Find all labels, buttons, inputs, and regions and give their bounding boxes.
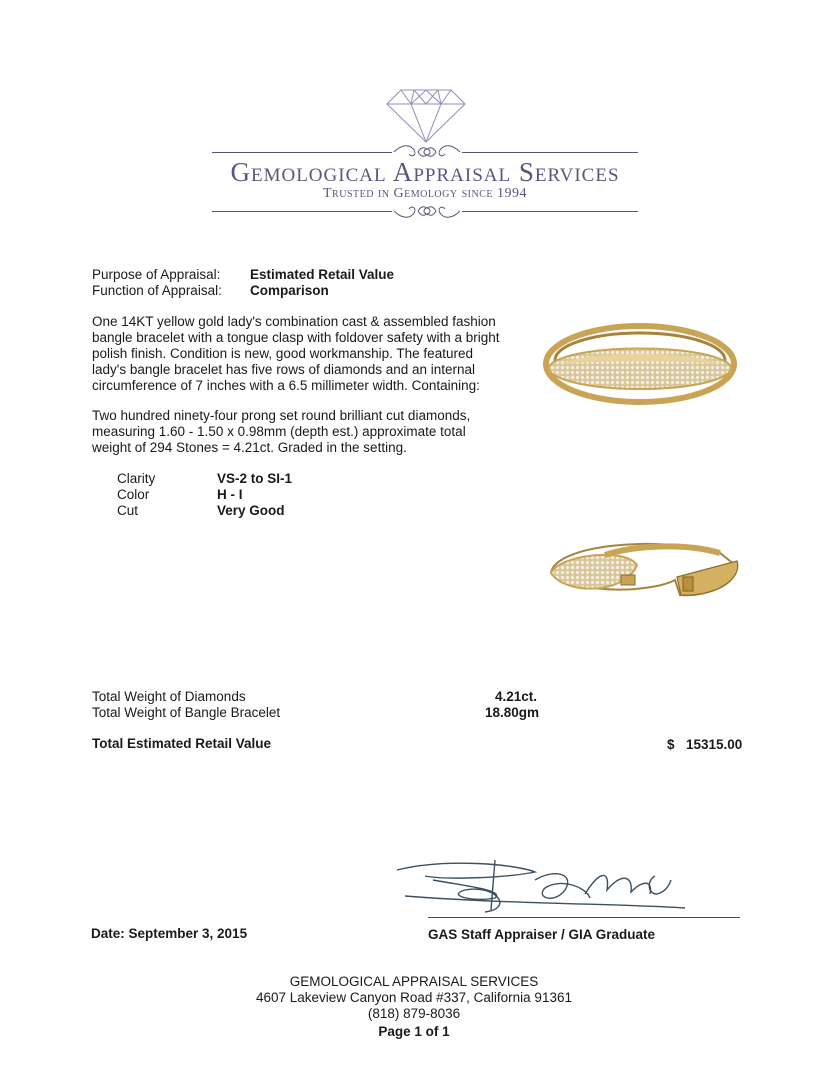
clarity-label: Clarity [117,471,156,486]
appraisal-date: Date: September 3, 2015 [91,926,248,941]
total-amount: 15315.00 [686,737,743,752]
purpose-value: Estimated Retail Value [250,267,395,282]
appraiser-title: GAS Staff Appraiser / GIA Graduate [428,927,656,942]
logo-bottom-rule-right [462,211,638,212]
bracelet-weight-label: Total Weight of Bangle Bracelet [92,705,281,720]
stones-line: measuring 1.60 - 1.50 x 0.98mm (depth est.) approximate total [92,424,466,439]
footer-address: 4607 Lakeview Canyon Road #337, California 91361 [256,990,572,1005]
function-label: Function of Appraisal: [92,283,222,298]
color-value: H - I [217,487,243,502]
logo-top-rule-right [462,152,638,153]
diamond-weight-value: 4.21ct. [495,689,538,704]
stones-description [92,408,512,456]
footer-company: GEMOLOGICAL APPRAISAL SERVICES [289,974,539,989]
description-line: bangle bracelet with a tongue clasp with foldover safety with a bright [92,330,500,345]
diamond-weight-label: Total Weight of Diamonds [92,689,246,704]
cut-label: Cut [117,503,139,518]
bracelet-photo-closed [540,320,740,410]
cut-value: Very Good [217,503,285,518]
description-line: lady's bangle bracelet has five rows of diamonds and an internal [92,362,476,377]
diamond-logo-icon [385,88,467,144]
page-number: Page 1 of 1 [378,1024,450,1039]
total-value-label: Total Estimated Retail Value [92,736,272,751]
function-value: Comparison [250,283,329,298]
clarity-value: VS-2 to SI-1 [217,471,293,486]
stones-line: Two hundred ninety-four prong set round brilliant cut diamonds, [92,408,471,423]
bracelet-weight-value: 18.80gm [485,705,540,720]
stones-line: weight of 294 Stones = 4.21ct. Graded in the setting. [92,440,407,455]
total-currency: $ [667,737,675,752]
logo-top-rule-left [212,152,392,153]
footer-phone: (818) 879-8036 [367,1006,461,1021]
purpose-label: Purpose of Appraisal: [92,267,221,282]
logo-bottom-rule-left [212,211,392,212]
color-label: Color [117,487,150,502]
bracelet-photo-open [545,525,745,605]
appraiser-signature [385,850,715,920]
company-tagline: Trusted in Gemology since 1994 [323,186,527,201]
flourish-bottom-icon [392,201,462,221]
description-line: circumference of 7 inches with a 6.5 millimeter width. Containing: [92,378,480,393]
item-description [92,314,512,394]
signature-line [428,917,740,918]
description-line: polish finish. Condition is new, good workmanship. The featured [92,346,473,361]
company-name: Gemological Appraisal Services [230,157,620,187]
description-line: One 14KT yellow gold lady's combination cast & assembled fashion [92,314,496,329]
